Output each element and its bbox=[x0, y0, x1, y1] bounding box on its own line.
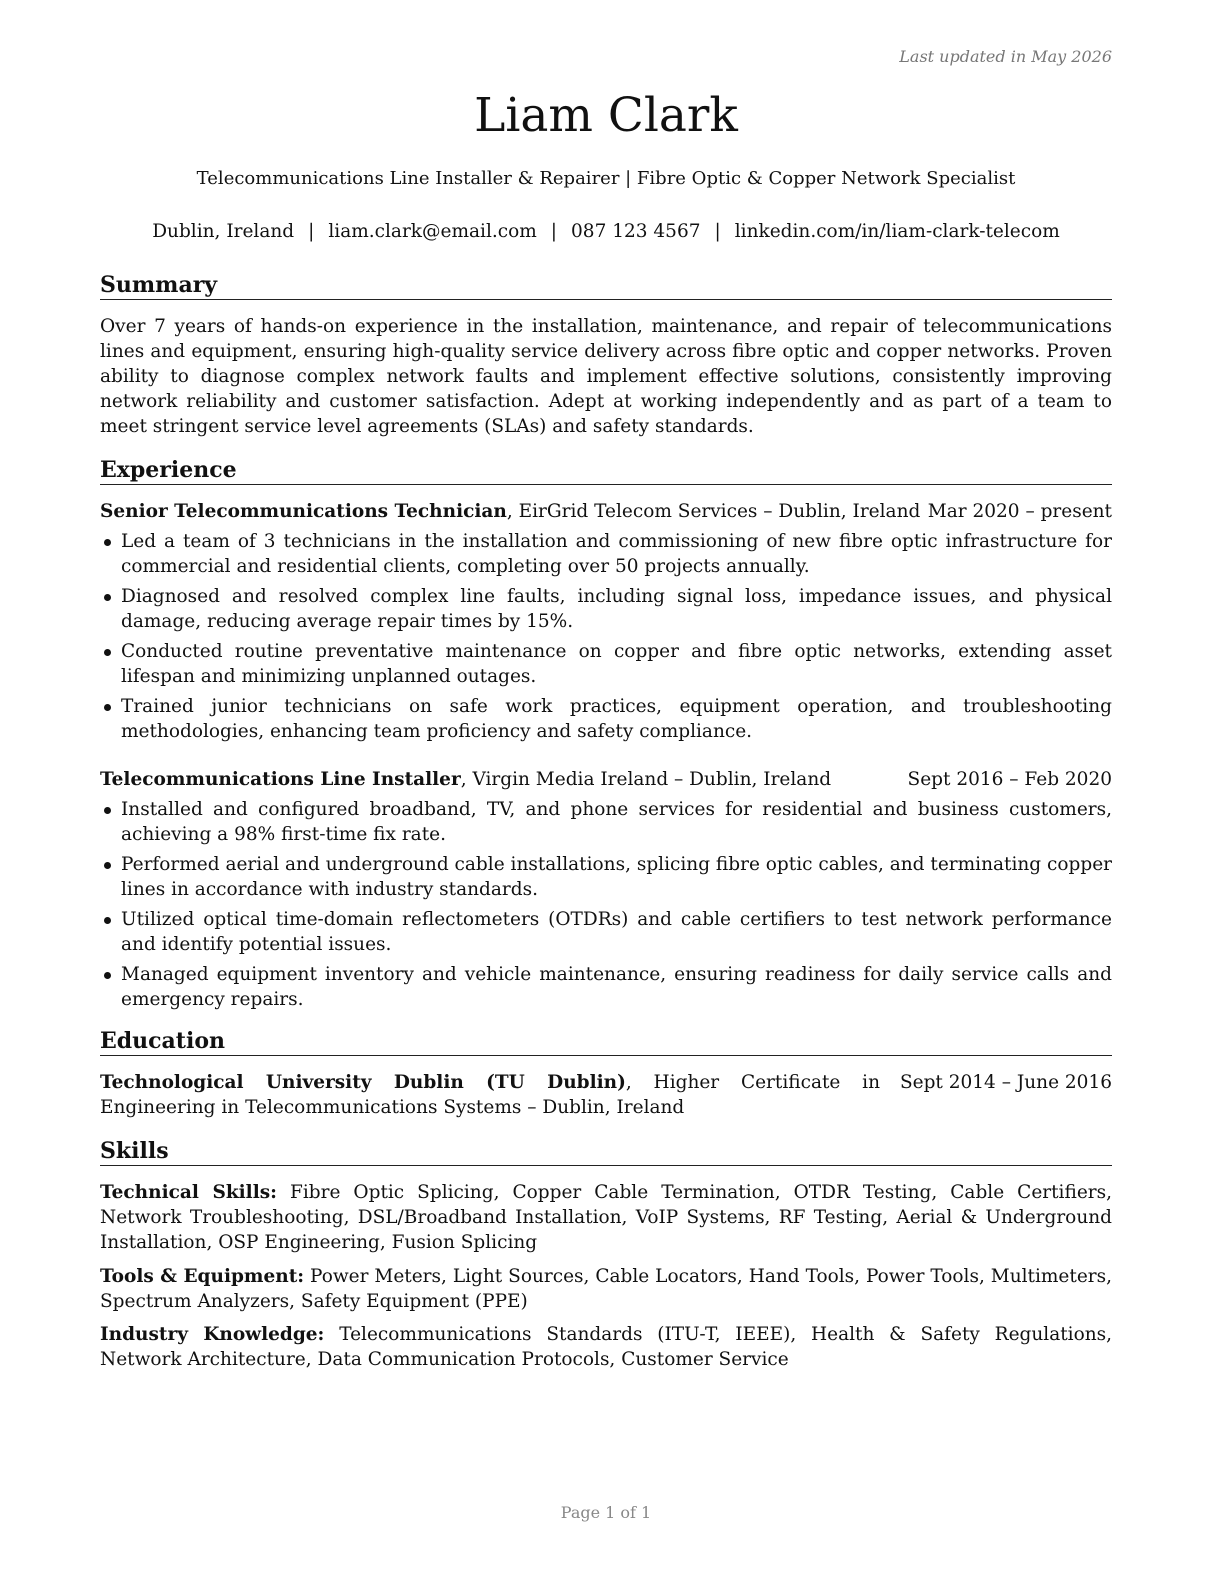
contact-separator: | bbox=[308, 221, 315, 242]
job-header bbox=[100, 767, 1112, 792]
page-number: Page 1 of 1 bbox=[560, 1503, 652, 1522]
education-dates: Sept 2014 – June 2016 bbox=[899, 1072, 1112, 1093]
job-bullets bbox=[100, 797, 1112, 1017]
section-title-summary: Summary bbox=[100, 271, 1112, 300]
job-title: Senior Telecommunications Technician bbox=[100, 501, 507, 522]
skill-label: Industry Knowledge: bbox=[100, 1324, 325, 1345]
job-title: Telecommunications Line Installer bbox=[100, 769, 461, 790]
job-company: , EirGrid Telecom Services – Dublin, Ireland bbox=[506, 501, 921, 522]
education-school: Technological University Dublin (TU Dublin) bbox=[100, 1072, 626, 1093]
job-bullet: Trained junior technicians on safe work practices, equipment operation, and troubleshooting methodologies, enhancing team proficiency and safety compliance. bbox=[100, 694, 1112, 744]
education-entry bbox=[100, 1070, 1112, 1120]
contact-separator: | bbox=[550, 221, 558, 242]
skill-label: Tools & Equipment: bbox=[100, 1266, 305, 1287]
job-bullet: Performed aerial and underground cable installations, splicing fibre optic cables, and terminating copper lines in accordance with industry standards. bbox=[100, 852, 1112, 902]
skill-group bbox=[100, 1264, 1112, 1314]
skill-label: Technical Skills: bbox=[100, 1182, 277, 1203]
contact-email[interactable]: liam.clark@email.com bbox=[328, 221, 537, 242]
skill-list: Telecommunications Standards (ITU-T, IEEE), Health & Safety Regulations, Network Architecture, Data Communication Protocols, Customer Service bbox=[100, 1324, 1113, 1370]
summary-text: Over 7 years of hands-on experience in the installation, maintenance, and repair of telecommunications lines and equipment, ensuring high-quality service delivery across fibre optic and copper networks. Proven ability to diagnose complex network faults and implement effective solutions, consistently improving network reliability and customer satisfaction. Adept at working independently and as part of a team to meet stringent service level agreements (SLAs) and safety standards. bbox=[100, 316, 1112, 437]
job-header bbox=[100, 499, 1112, 524]
job-company: , Virgin Media Ireland – Dublin, Ireland bbox=[460, 769, 832, 790]
job-dates: Mar 2020 – present bbox=[927, 501, 1112, 522]
headline: Telecommunications Line Installer & Repairer | Fibre Optic & Copper Network Specialist bbox=[196, 168, 1016, 189]
contact-line bbox=[100, 219, 1112, 244]
skill-list: Fibre Optic Splicing, Copper Cable Termination, OTDR Testing, Cable Certifiers, Network Troubleshooting, DSL/Broadband Installation, VoIP Systems, RF Testing, Aerial & Underground Installation, OSP Engineering, Fusion Splicing bbox=[100, 1182, 1112, 1253]
contact-location: Dublin, Ireland bbox=[152, 221, 295, 242]
section-title-skills: Skills bbox=[100, 1137, 1112, 1166]
candidate-name: Liam Clark bbox=[474, 88, 738, 143]
job-dates: Sept 2016 – Feb 2020 bbox=[907, 769, 1112, 790]
skill-list: Power Meters, Light Sources, Cable Locators, Hand Tools, Power Tools, Multimeters, Spectrum Analyzers, Safety Equipment (PPE) bbox=[100, 1266, 1112, 1312]
last-updated: Last updated in May 2026 bbox=[899, 47, 1112, 66]
job-bullet: Diagnosed and resolved complex line faults, including signal loss, impedance issues, and physical damage, reducing average repair times by 15%. bbox=[100, 584, 1112, 634]
contact-linkedin[interactable]: linkedin.com/in/liam-clark-telecom bbox=[734, 221, 1060, 242]
education-text bbox=[100, 1070, 880, 1120]
job-bullet: Installed and configured broadband, TV, and phone services for residential and business customers, achieving a 98% first-time fix rate. bbox=[100, 797, 1112, 847]
contact-separator: | bbox=[714, 221, 721, 242]
job-title-line bbox=[100, 499, 920, 524]
job-bullet: Led a team of 3 technicians in the installation and commissioning of new fibre optic infrastructure for commercial and residential clients, completing over 50 projects annually. bbox=[100, 529, 1112, 579]
job-bullets bbox=[100, 529, 1112, 749]
job-bullet: Managed equipment inventory and vehicle maintenance, ensuring readiness for daily service calls and emergency repairs. bbox=[100, 962, 1112, 1012]
education-detail: , Higher Certificate in Engineering in Telecommunications Systems – Dublin, Ireland bbox=[100, 1072, 880, 1118]
section-title-education: Education bbox=[100, 1027, 1112, 1056]
section-title-experience: Experience bbox=[100, 456, 1112, 485]
skill-group bbox=[100, 1180, 1112, 1255]
job-bullet: Utilized optical time-domain reflectometers (OTDRs) and cable certifiers to test network performance and identify potential issues. bbox=[100, 907, 1112, 957]
job-bullet: Conducted routine preventative maintenance on copper and fibre optic networks, extending asset lifespan and minimizing unplanned outages. bbox=[100, 639, 1112, 689]
skill-group bbox=[100, 1322, 1112, 1372]
job-title-line bbox=[100, 767, 831, 792]
contact-phone[interactable]: 087 123 4567 bbox=[571, 221, 701, 242]
